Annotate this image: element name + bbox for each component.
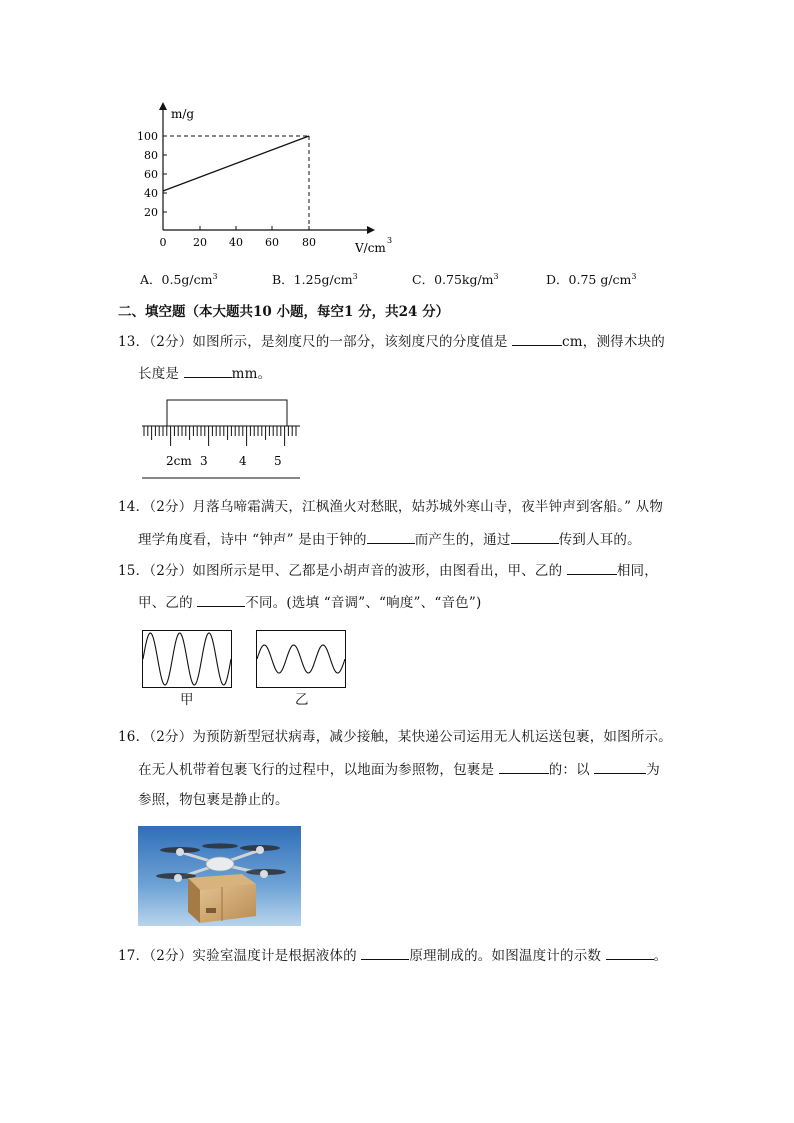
answer-blank[interactable] (184, 363, 232, 378)
graph-line (163, 136, 309, 191)
x-tick: 0 (159, 236, 167, 249)
question-16-line1: 16．（2分）为预防新型冠状病毒，减少接触，某快递公司运用无人机运送包裹，如图所示。 (118, 729, 672, 745)
y-axis-label: m/g (171, 107, 195, 121)
question-14-line2: 理学角度看，诗中 “钟声” 是由于钟的 而产生的，通过 传到人耳的。 (138, 529, 641, 550)
question-16-line2: 在无人机带着包裹飞行的过程中，以地面为参照物，包裹是 的：以 为 (138, 759, 660, 780)
option-b: B．$1.25g/cm^3$ (272, 271, 358, 287)
x-axis-label-sup: 3 (387, 236, 393, 245)
question-17-line1: 17．（2分）实验室温度计是根据液体的 原理制成的。如图温度计的示数 。 (118, 945, 667, 966)
answer-blank[interactable] (367, 529, 415, 544)
question-13-line2: 长度是 mm。 (138, 363, 271, 384)
x-tick: 40 (229, 236, 243, 249)
y-tick: 80 (144, 149, 158, 162)
answer-blank[interactable] (361, 945, 409, 960)
question-15-line1: 15．（2分）如图所示是甲、乙都是小胡声音的波形，由图看出，甲、乙的 相同， (118, 560, 658, 581)
ruler-label: 5 (274, 454, 282, 468)
answer-blank[interactable] (594, 759, 646, 774)
waveform-jia (142, 630, 232, 688)
option-d: D．0.75 $g/cm^3$ (546, 271, 637, 287)
option-a: A．$0.5g/cm^3$ (140, 271, 218, 287)
answer-blank[interactable] (499, 759, 549, 774)
ruler-label: 4 (239, 454, 247, 468)
question-15-line2: 甲、乙的 不同。(选填 “音调”、“响度”、“音色”) (138, 592, 481, 613)
x-tick: 60 (265, 236, 279, 249)
x-tick: 20 (193, 236, 207, 249)
question-14-line1: 14．（2分）月落乌啼霜满天，江枫渔火对愁眠，姑苏城外寒山寺，夜半钟声到客船。” 从物 (118, 499, 664, 515)
option-c: C．$0.75kg/m^3$ (412, 271, 499, 287)
y-tick: 60 (144, 168, 158, 181)
ruler-figure (138, 394, 306, 482)
question-16-line3: 参照，物包裹是静止的。 (138, 792, 289, 808)
ruler-label: 2cm (166, 454, 192, 468)
mass-volume-graph (135, 98, 405, 260)
y-tick: 20 (144, 206, 158, 219)
answer-blank[interactable] (511, 529, 559, 544)
answer-blank[interactable] (567, 560, 617, 575)
wood-block (167, 400, 287, 426)
x-axis-label: V/cm (355, 241, 386, 255)
wave-label-yi: 乙 (295, 692, 309, 708)
y-tick: 40 (144, 187, 158, 200)
section-title: 二、填空题（本大题共10 小题，每空1 分，共24 分） (118, 304, 450, 320)
answer-blank[interactable] (606, 945, 654, 960)
x-tick: 80 (302, 236, 316, 249)
answer-blank[interactable] (197, 592, 245, 607)
question-13-line1: 13．（2分）如图所示，是刻度尺的一部分，该刻度尺的分度值是 cm，测得木块的 (118, 331, 665, 352)
y-tick: 100 (137, 130, 158, 143)
ruler-label: 3 (200, 454, 208, 468)
wave-label-jia: 甲 (180, 692, 194, 708)
answer-blank[interactable] (512, 331, 562, 346)
waveform-yi (256, 630, 346, 688)
drone-photo (138, 826, 301, 926)
